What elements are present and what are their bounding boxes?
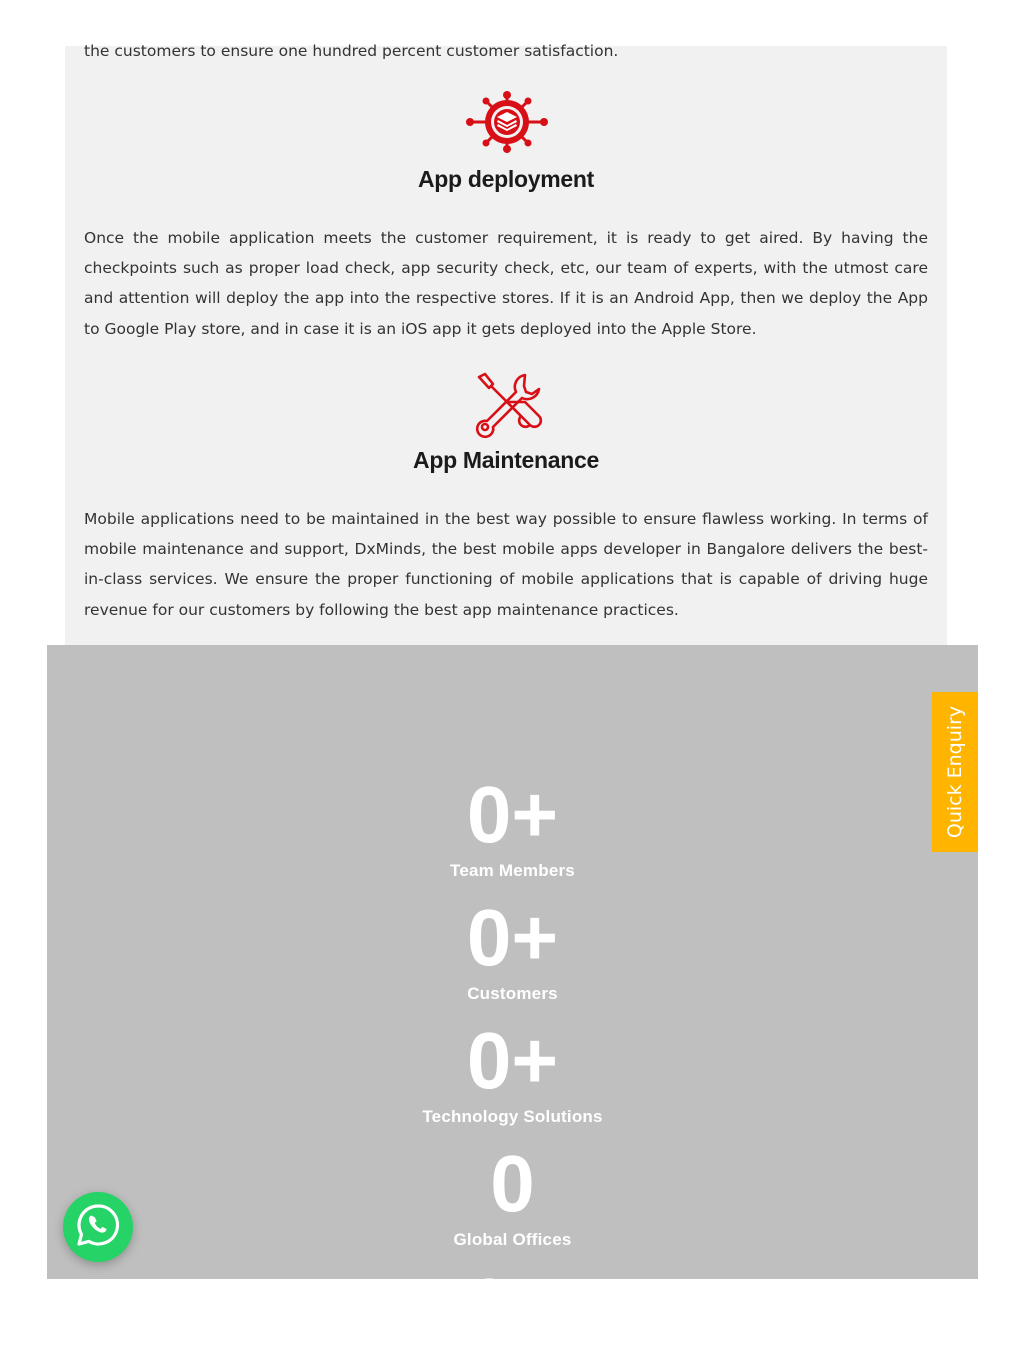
deployment-cog-icon [465, 90, 549, 154]
whatsapp-icon [76, 1203, 120, 1251]
wrench-screwdriver-icon [465, 371, 549, 435]
stat-label: Customers [467, 984, 558, 1003]
stat-value: 0+ [466, 1016, 559, 1105]
service-description: Mobile applications need to be maintained in the best way possible to ensure flawless working. In terms of mobile maintenance and support, DxMinds, the best mobile apps developer in Bangalore delivers the best-in-class services. We ensure the proper functioning of mobile applications that is capable of driving huge revenue for our customers by following the best app maintenance practices. [84, 510, 928, 619]
quick-enquiry-label: Quick Enquiry [944, 705, 966, 839]
stat-value: 0+ [466, 1262, 559, 1351]
stat-label: Global Offices [453, 1230, 572, 1249]
service-description: Once the mobile application meets the customer requirement, it is ready to get aired. By having the checkpoints such as proper load check, app security check, etc, our team of experts, with the utmost care and attention will deploy the app into the respective stores. If it is an Android App, then we deploy the App to Google Play store, and in case it is an iOS app it gets deployed into the Apple Store. [84, 229, 928, 338]
service-title: App deployment [418, 166, 594, 192]
quick-enquiry-tab[interactable] [932, 692, 978, 852]
stat-customers [47, 893, 978, 1004]
stat-technology-solutions [47, 1016, 978, 1127]
stats-section [47, 645, 978, 1351]
stat-value: 0+ [466, 893, 559, 982]
stat-global-offices [47, 1139, 978, 1250]
services-section [65, 42, 947, 645]
stat-cut-off [47, 1262, 978, 1351]
stat-value: 0 [490, 1139, 535, 1228]
stat-label: Technology Solutions [422, 1107, 603, 1126]
stat-value: 0+ [466, 770, 559, 859]
cut-off-paragraph: the customers to ensure one hundred percent customer satisfaction. [84, 42, 619, 60]
whatsapp-button[interactable] [63, 1192, 133, 1262]
stat-label: Team Members [450, 861, 575, 880]
service-title: App Maintenance [413, 447, 599, 473]
